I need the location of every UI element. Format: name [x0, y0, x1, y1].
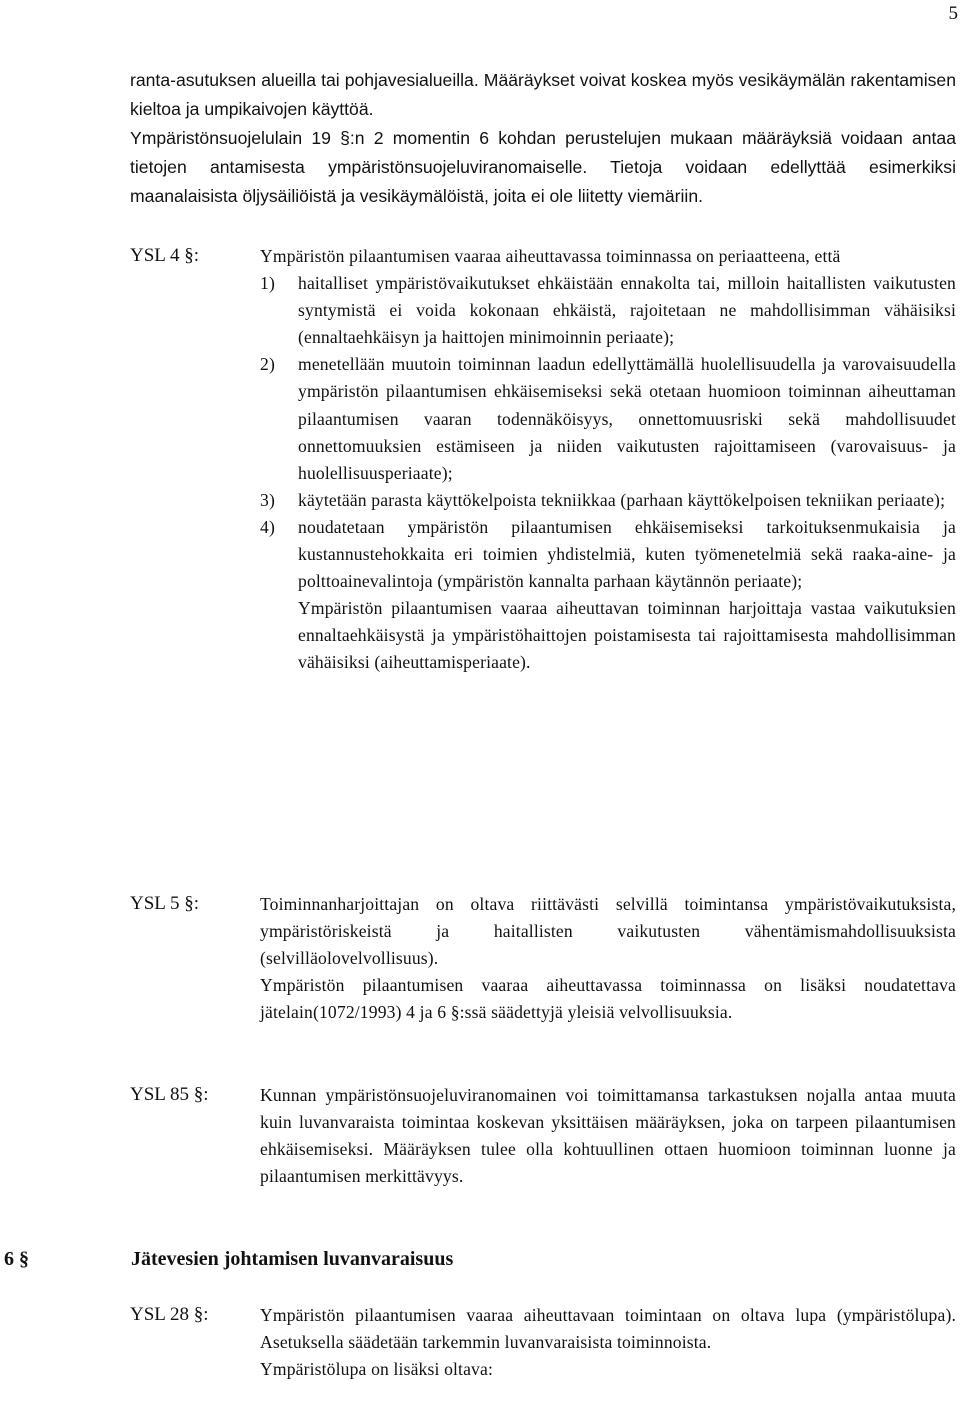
intro-paragraph-1: ranta-asutuksen alueilla tai pohjavesialueilla. Määräykset voivat koskea myös vesikäymälän rakentamisen kieltoa ja umpikaivojen käyttöä.: [130, 70, 956, 119]
list-text: haitalliset ympäristövaikutukset ehkäistään ennakolta tai, milloin haitallisten vaikutusten syntymistä ei voida kokonaan ehkäistä, rajoitetaan ne mahdollisimman vähäisiksi (ennaltaehkäisyn ja haittojen minimoinnin periaate);: [298, 273, 956, 348]
ysl5-label: YSL 5 §:: [130, 893, 199, 914]
ysl5-paragraph-1: Toiminnanharjoittajan on oltava riittävästi selvillä toimintansa ympäristövaikutuksista, ympäristöriskeistä ja haitallisten vaikutusten vähentämismahdollisuuksista (selvilläolovelvollisuus).: [260, 894, 956, 969]
list-number: 4): [260, 516, 275, 537]
ysl5-text: [260, 891, 956, 1026]
intro-text: [130, 66, 956, 211]
ysl4-item-4: [260, 514, 956, 595]
intro-paragraph-2: Ympäristönsuojelulain 19 §:n 2 momentin 6 kohdan perustelujen mukaan määräyksiä voidaan antaa tietojen antamisesta ympäristönsuojeluviranomaiselle. Tietoja voidaan edellyttää esimerkiksi maanalaisista öljysäiliöistä ja vesikäymälöistä, joita ei ole liitetty viemäriin.: [130, 128, 956, 206]
list-number: 3): [260, 489, 275, 510]
ysl5-paragraph-2: Ympäristön pilaantumisen vaaraa aiheuttavassa toiminnassa on lisäksi noudatettava jätelain(1072/1993) 4 ja 6 §:ssä säädettyjä yleisiä velvollisuuksia.: [260, 975, 956, 1023]
page-number: 5: [948, 3, 958, 24]
ysl85-text: [260, 1082, 956, 1190]
ysl4-label: YSL 4 §:: [130, 245, 199, 266]
list-text: noudatetaan ympäristön pilaantumisen ehkäisemiseksi tarkoituksenmukaisia ja kustannustehokkaita eri toimien yhdistelmiä, kuten työmenetelmiä sekä raaka-aine- ja polttoainevalintoja (ympäristön kannalta parhaan käytännön periaate);: [298, 516, 956, 592]
list-number: 2): [260, 354, 275, 375]
ysl4-item-1: [260, 270, 956, 351]
ysl4-closing: Ympäristön pilaantumisen vaaraa aiheuttavan toiminnan harjoittaja vastaa vaikutuksien ennaltaehkäisystä ja ympäristöhaittojen poistamisesta tai rajoittamisesta mahdollisimman vähäisiksi (aiheuttamisperiaate).: [298, 598, 956, 673]
list-text: käytetään parasta käyttökelpoista tekniikkaa (parhaan käyttökelpoisen tekniikan periaate);: [298, 489, 946, 510]
ysl28-label: YSL 28 §:: [130, 1304, 209, 1325]
ysl28-paragraph-1: Ympäristön pilaantumisen vaaraa aiheuttavaan toimintaan on oltava lupa (ympäristölupa). Asetuksella säädetään tarkemmin luvanvaraisista toiminnoista.: [260, 1305, 956, 1353]
section-number: 6 §: [4, 1248, 29, 1270]
ysl4-lead: Ympäristön pilaantumisen vaaraa aiheuttavassa toiminnassa on periaatteena, että: [260, 246, 841, 266]
list-text: menetellään muutoin toiminnan laadun edellyttämällä huolellisuudella ja varovaisuudella ympäristön pilaantumisen ehkäisemiseksi sekä otetaan huomioon toiminnan aiheuttaman pilaantumisen vaaran todennäköisyys, onnettomuusriski sekä mahdollisuudet onnettomuuksien estämiseen ja niiden vaikutusten rajoittamiseen (varovaisuus- ja huolellisuusperiaate);: [298, 354, 956, 483]
ysl4-text: [260, 243, 956, 677]
ysl4-item-3: [260, 487, 956, 514]
ysl28-text: [260, 1302, 956, 1383]
section-title: Jätevesien johtamisen luvanvaraisuus: [131, 1248, 454, 1270]
ysl85-paragraph-1: Kunnan ympäristönsuojeluviranomainen voi toimittamansa tarkastuksen nojalla antaa muuta kuin luvanvaraista toimintaa koskevan yksittäisen määräyksen, joka on tarpeen pilaantumisen ehkäisemiseksi. Määräyksen tulee olla kohtuullinen ottaen huomioon toiminnan luonne ja pilaantumisen merkittävyys.: [260, 1085, 956, 1187]
ysl4-item-2: [260, 351, 956, 486]
ysl85-label: YSL 85 §:: [130, 1084, 209, 1105]
list-number: 1): [260, 273, 275, 294]
ysl28-paragraph-2: Ympäristölupa on lisäksi oltava:: [260, 1359, 493, 1380]
